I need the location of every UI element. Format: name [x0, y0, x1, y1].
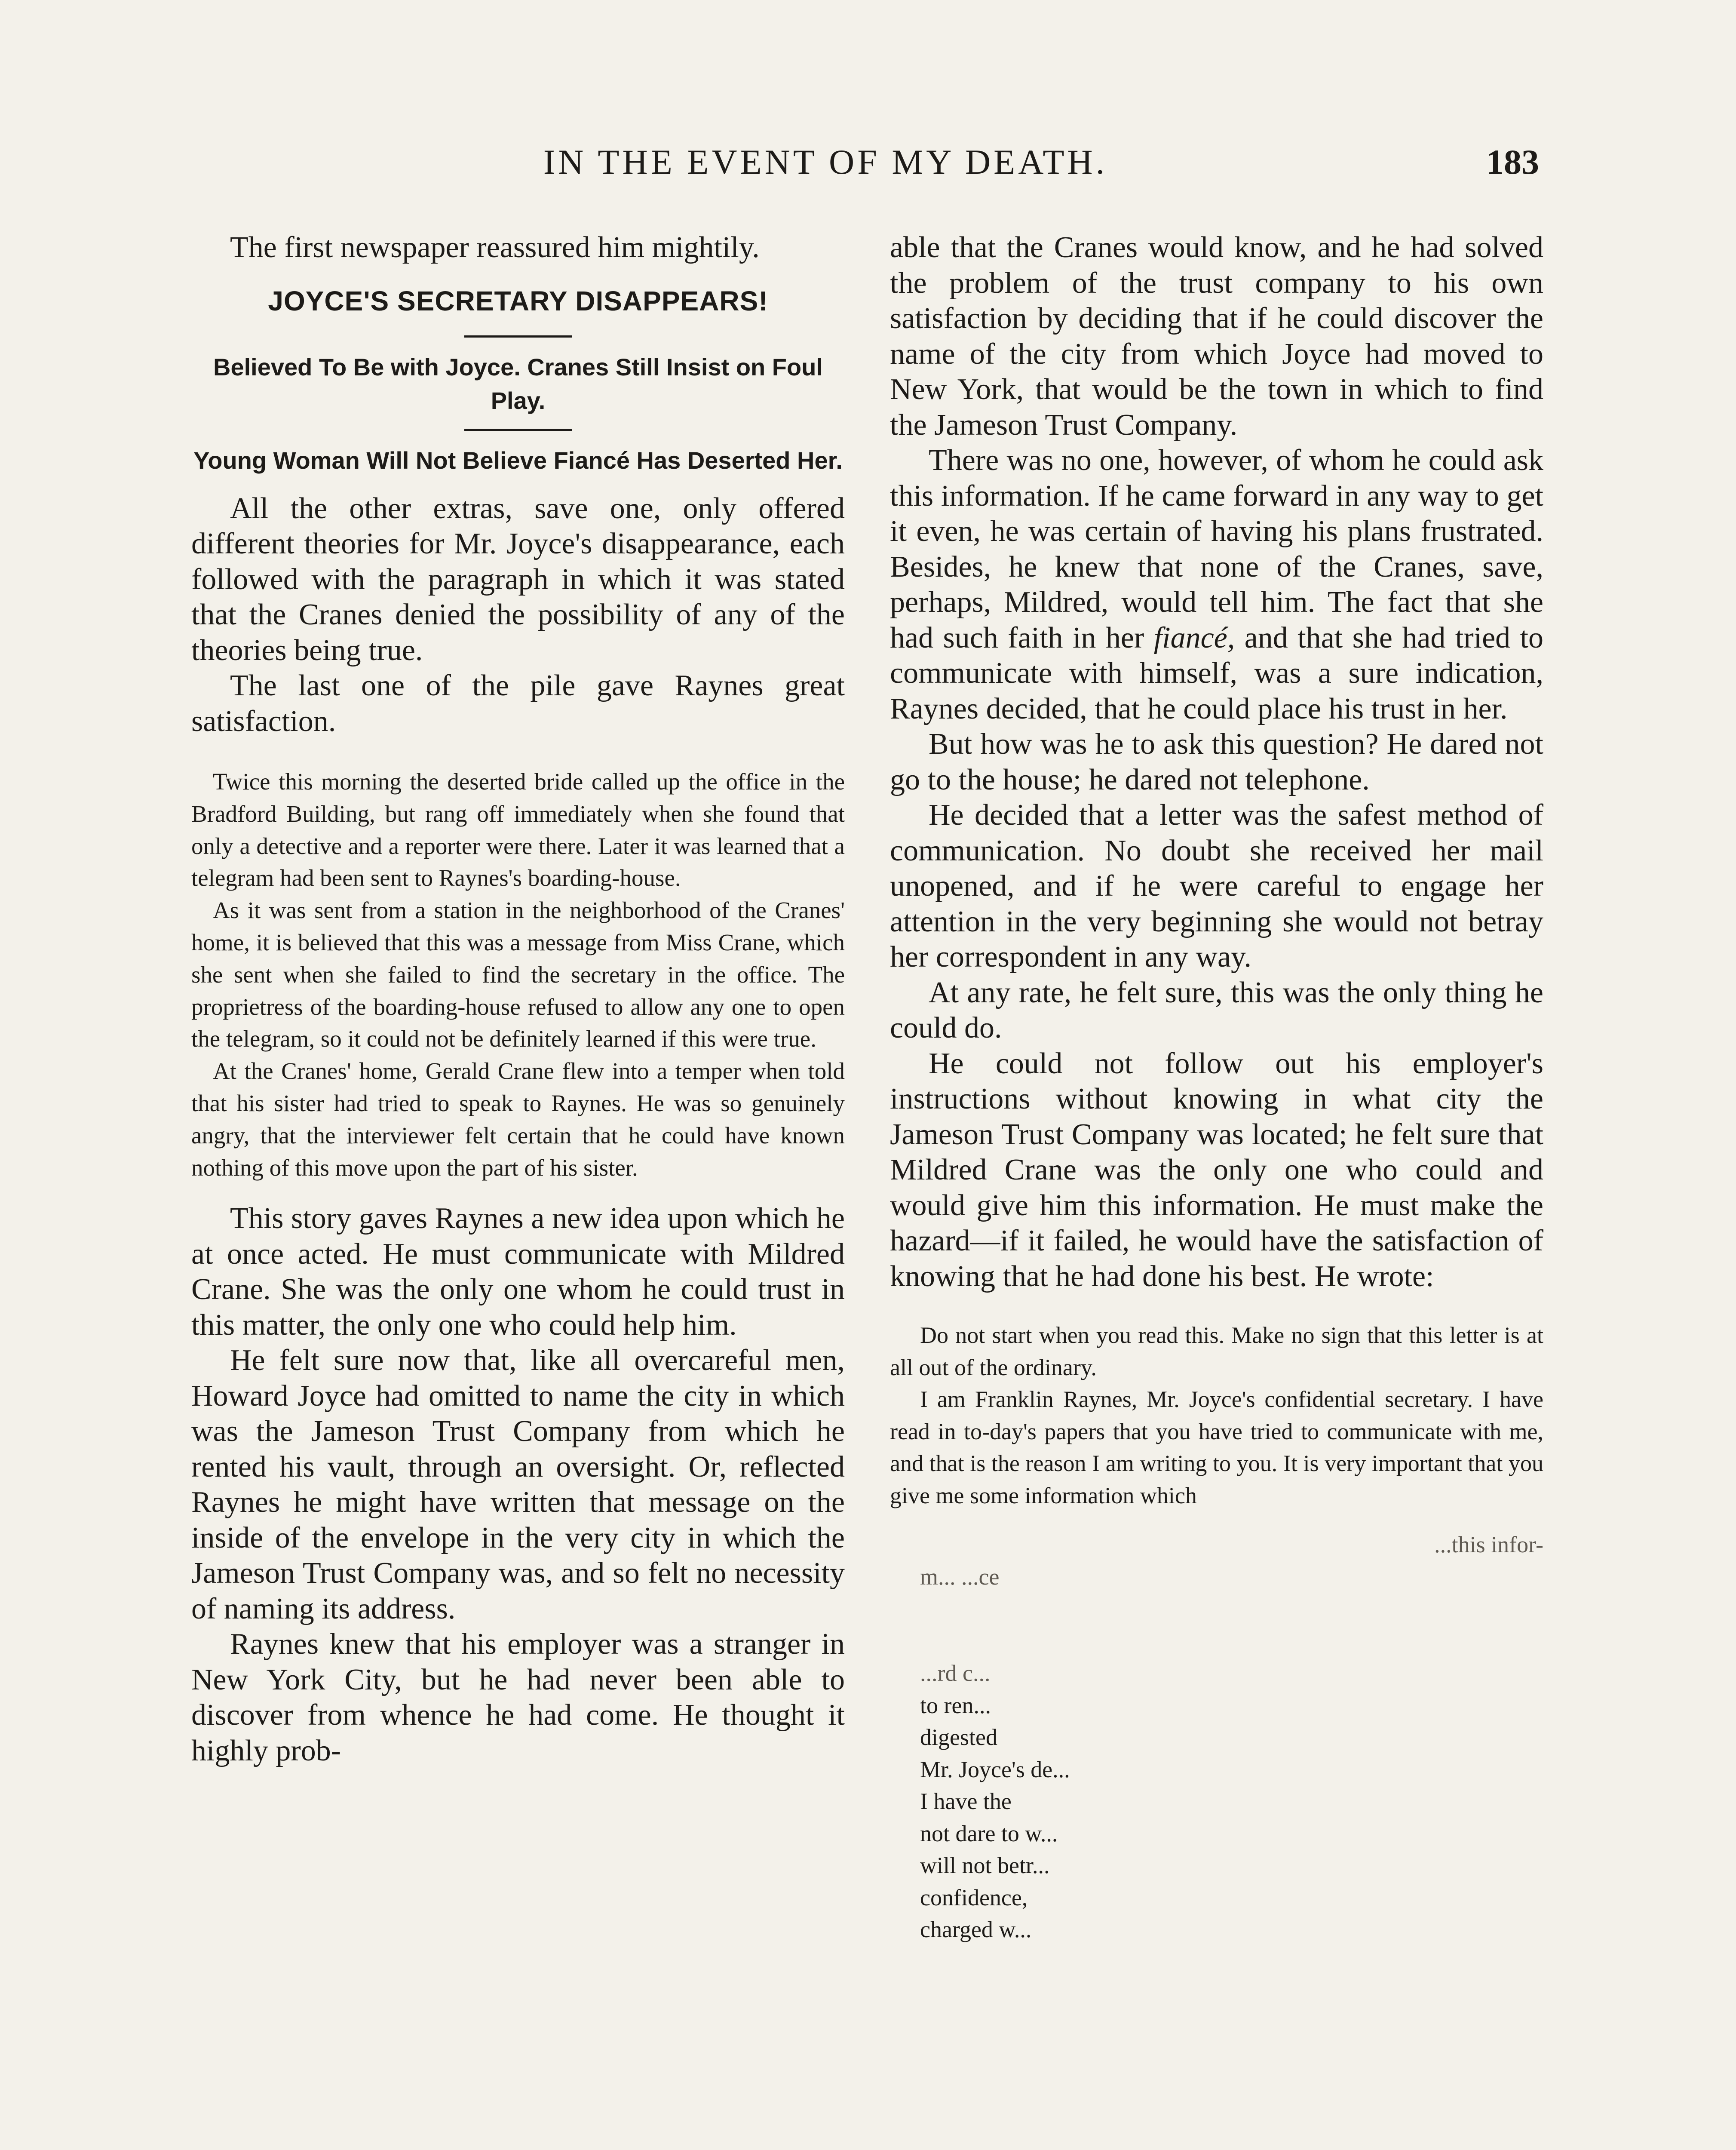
paragraph: able that the Cranes would know, and he had solved the problem of the trust company to his own satisfaction by deciding that if he could discover the name of the city from which Joyce had moved to New York, that would be the town in which to find the Jameson Trust Company. — [890, 231, 1543, 442]
letter-fragment: to ren... — [920, 1692, 991, 1718]
paragraph: The first newspaper reassured him mightily. — [230, 231, 760, 264]
letter-fragment: ...this infor- — [1434, 1532, 1543, 1557]
letter-fragment: will not betr... — [920, 1852, 1050, 1878]
letter-fragment: digested — [920, 1724, 997, 1750]
headline-rule — [464, 429, 572, 431]
right-column — [890, 230, 1543, 1946]
running-title: IN THE EVENT OF MY DEATH. — [543, 142, 1108, 181]
paragraph: But how was he to ask this question? He dared not go to the house; he dared not telephone. — [890, 728, 1543, 796]
clipping-paragraph: At the Cranes' home, Gerald Crane flew into a temper when told that his sister had tried to speak to Raynes. He was so genuinely angry, that the interviewer felt certain that he could have known nothing of this move upon the part of his sister. — [191, 1058, 845, 1181]
newspaper-subhead: Believed To Be with Joyce. Cranes Still Insist on Foul Play. — [213, 353, 823, 414]
paragraph: He could not follow out his employer's instructions without knowing in what city the Jameson Trust Company was located; he felt sure that Mildred Crane was the only one who could and would give him this information. He must make the hazard—if it failed, he would have the satisfaction of knowing that he had done his best. He wrote: — [890, 1047, 1543, 1293]
newspaper-subhead: Young Woman Will Not Believe Fiancé Has Deserted Her. — [193, 446, 843, 474]
paragraph: He decided that a letter was the safest method of communication. No doubt she received her mail unopened, and if he were careful to engage her attention in the very beginning she would not betray her correspondent in any way. — [890, 799, 1543, 974]
letter-text — [890, 1319, 1543, 1946]
letter-fragment: I have the — [920, 1788, 1012, 1814]
paragraph: The last one of the pile gave Raynes great satisfaction. — [191, 669, 845, 738]
newspaper-clipping — [191, 766, 845, 1184]
letter-paragraph: Do not start when you read this. Make no sign that this letter is at all out of the ordinary. — [890, 1322, 1543, 1380]
page-number: 183 — [1486, 142, 1539, 181]
page-header — [189, 142, 1539, 194]
paragraph: All the other extras, save one, only offered different theories for Mr. Joyce's disappearance, each followed with the paragraph in which it was stated that the Cranes denied the possibility of any of the theories being true. — [191, 491, 845, 667]
newspaper-headline: JOYCE'S SECRETARY DISAPPEARS! — [268, 285, 768, 316]
letter-fragment: m... ...ce — [920, 1563, 1000, 1590]
letter-fragment: charged w... — [920, 1917, 1032, 1942]
letter-paragraph: I am Franklin Raynes, Mr. Joyce's confidential secretary. I have read in to-day's papers that you have tried to communicate with me, and that is the reason I am writing to you. It is very important that you give me some information which — [890, 1386, 1543, 1508]
letter-fragment: confidence, — [920, 1884, 1028, 1910]
paragraph: At any rate, he felt sure, this was the only thing he could do. — [890, 976, 1543, 1044]
paragraph: He felt sure now that, like all overcareful men, Howard Joyce had omitted to name the city in which was the Jameson Trust Company from which he rented his vault, through an oversight. Or, reflected Raynes he might have written that message on the inside of the envelope in the very city in which the Jameson Trust Company was, and so felt no necessity of naming its address. — [191, 1344, 845, 1625]
headline-rule — [464, 335, 572, 338]
paragraph: This story gaves Raynes a new idea upon which he at once acted. He must communicate with Mildred Crane. She was the only one whom he could trust in this matter, the only one who could help him. — [191, 1202, 845, 1342]
paragraph-text: There was no one, however, of whom he could ask this information. If he came forward in any way to get it even, he was certain of having his plans frustrated. Besides, he knew that none of the Cranes, save, perhaps, Mildred, would tell him. The fact that she had such faith in her — [890, 444, 1543, 654]
paragraph-text: and that she had tried to communicate with himself, was a sure indication, Raynes decided, that he could place his trust in her. — [890, 621, 1544, 725]
left-column — [191, 230, 845, 1769]
letter-fragment: not dare to w... — [920, 1820, 1058, 1846]
italic-word: fiancé, — [1153, 621, 1235, 654]
clipping-paragraph: Twice this morning the deserted bride called up the office in the Bradford Building, but rang off immediately when she found that only a detective and a reporter were there. Later it was learned that a telegram had been sent to Raynes's boarding-house. — [191, 768, 845, 891]
paragraph: Raynes knew that his employer was a stranger in New York City, but he had never been able to discover from whence he had come. He thought it highly prob- — [191, 1628, 845, 1767]
clipping-paragraph: As it was sent from a station in the neighborhood of the Cranes' home, it is believed that this was a message from Miss Crane, which she sent when she failed to find the secretary in the office. The proprietress of the boarding-house refused to allow any one to open the telegram, so it could not be definitely learned if this were true. — [191, 897, 845, 1052]
letter-fragment: ...rd c... — [920, 1660, 991, 1686]
letter-fragment: Mr. Joyce's de... — [920, 1756, 1070, 1782]
paragraph — [890, 443, 1543, 727]
